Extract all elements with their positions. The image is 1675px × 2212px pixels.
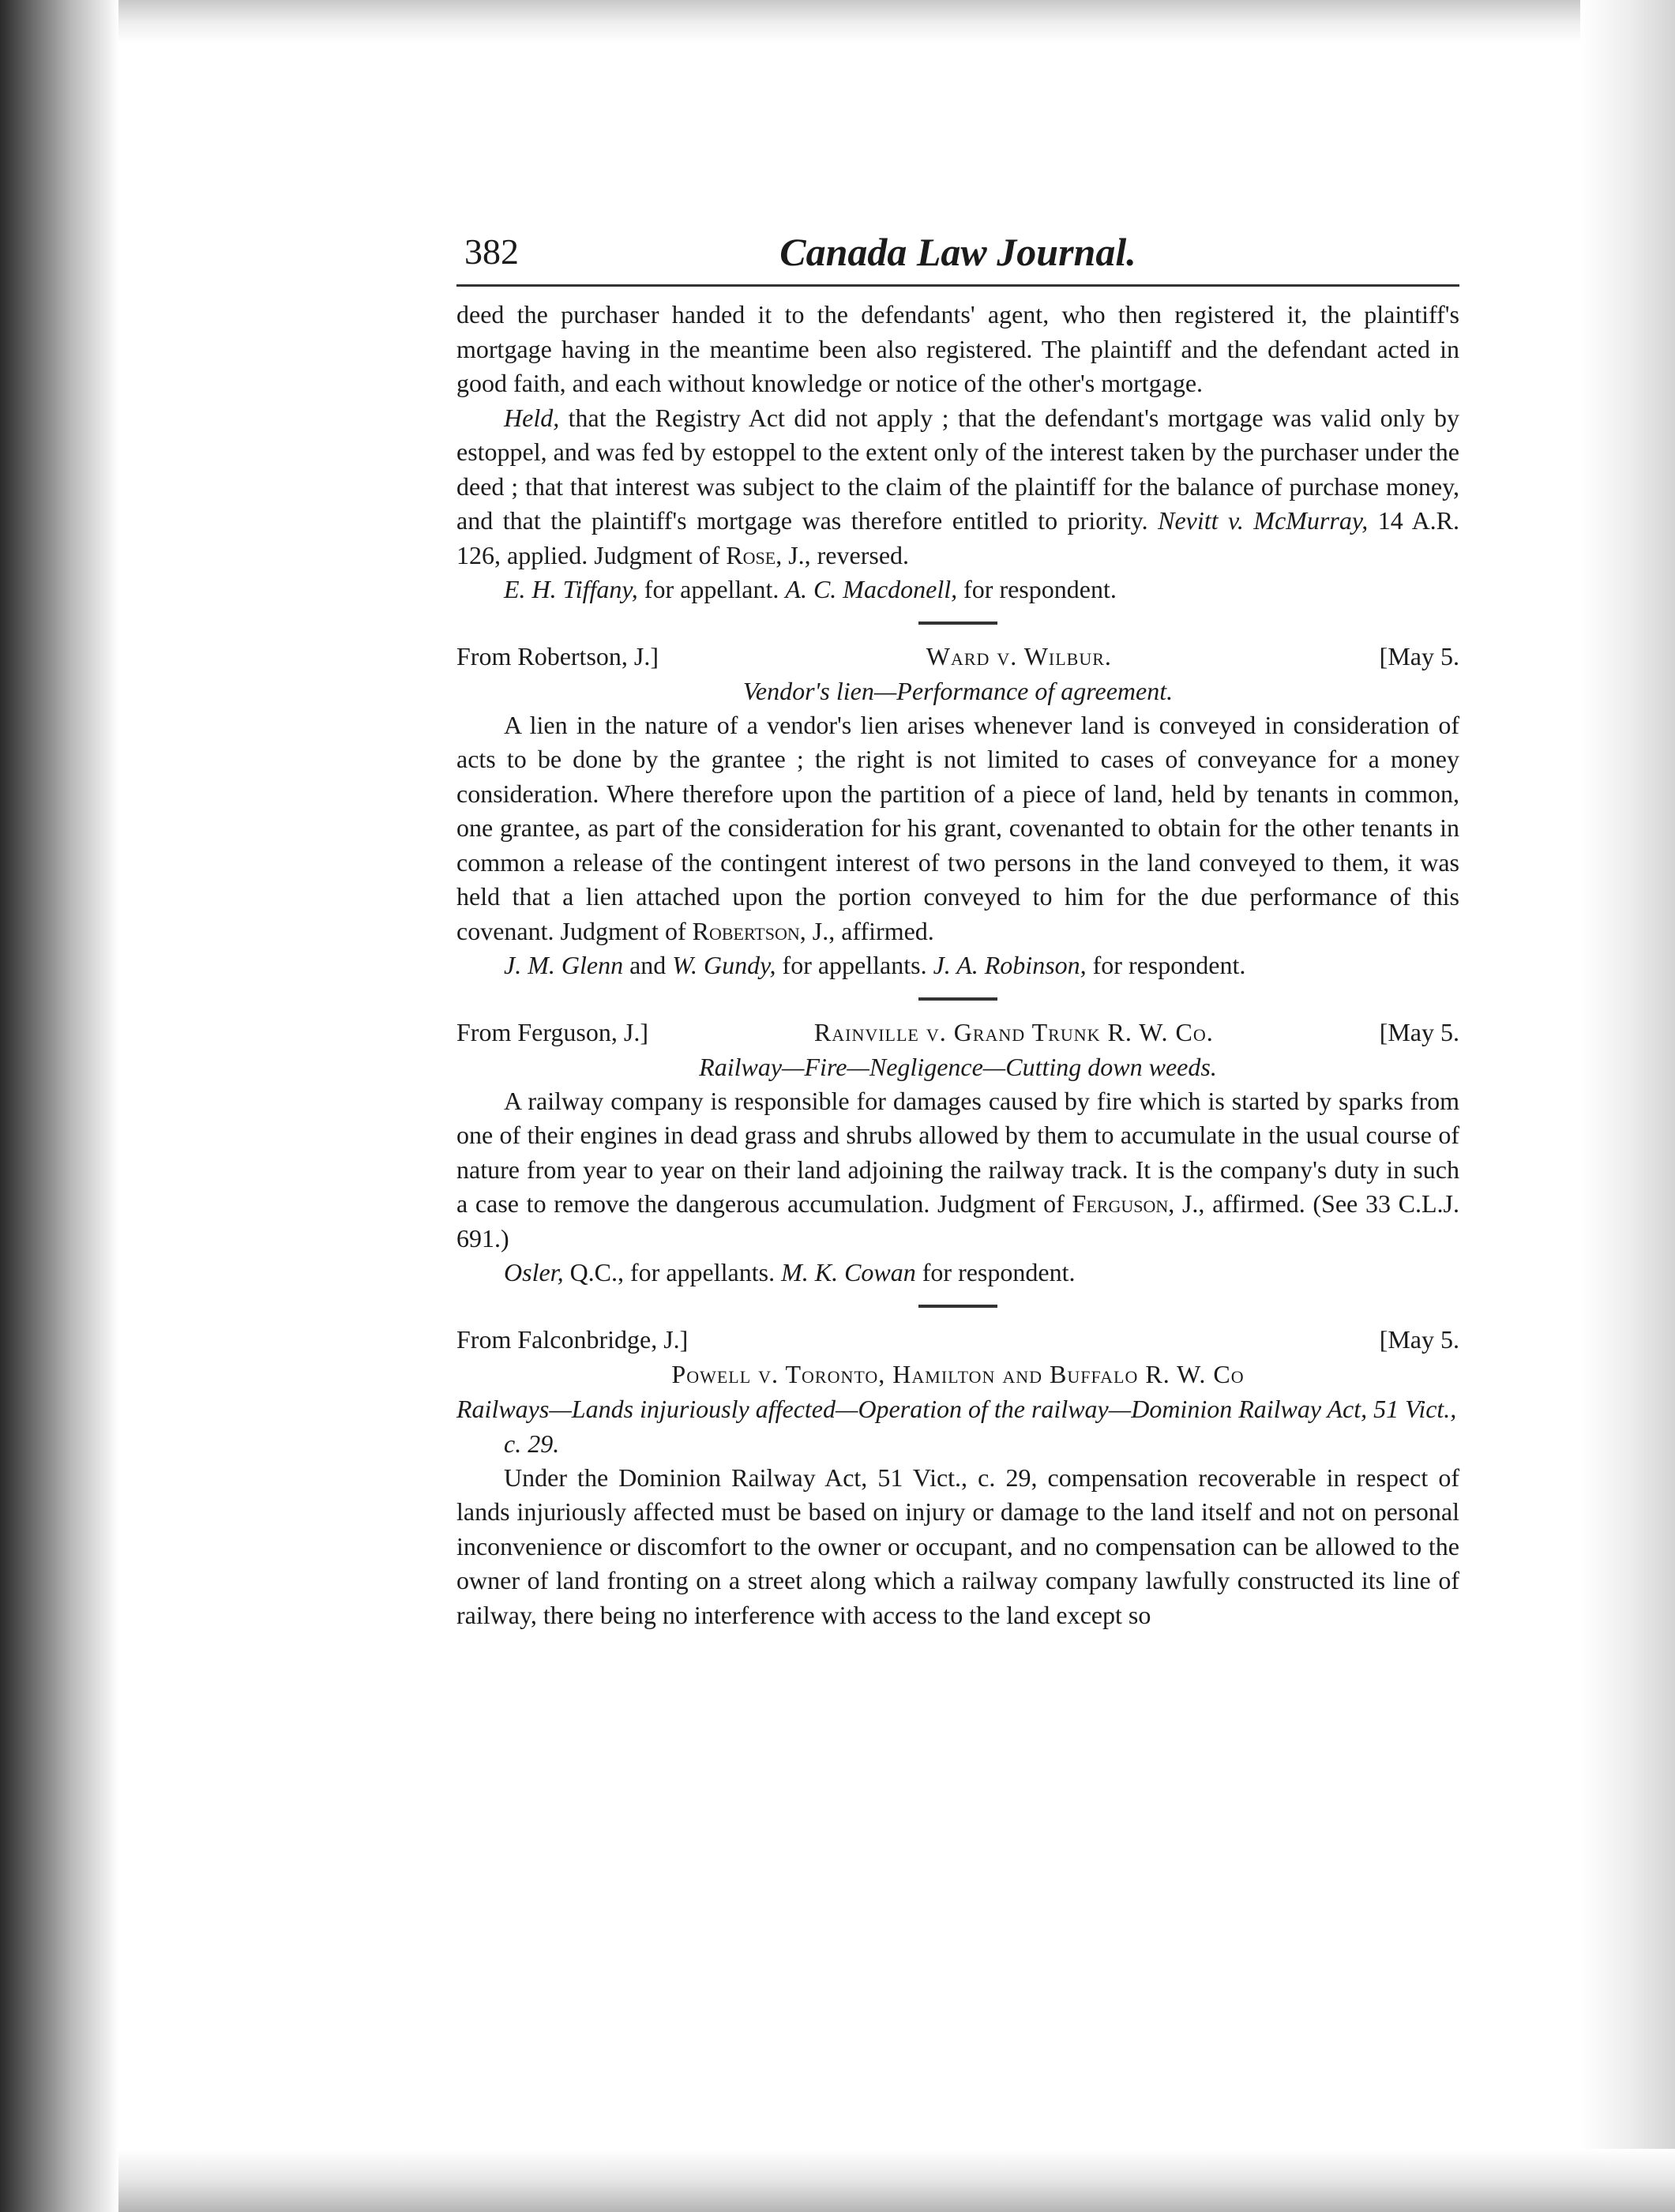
case-date: [May 5. [1379,1017,1459,1046]
judge-name: Robertson [692,916,800,945]
page-number: 382 [464,231,519,272]
case-name: Rainville v. Grand Trunk R. W. Co. [813,1017,1214,1046]
section-divider [918,622,997,625]
court-from: From Falconbridge, J.] [456,1324,689,1354]
case-subject: Vendor's lien—Performance of agreement. [742,676,1174,705]
appellant-role: for appellants. [776,951,933,979]
judge-name: Rose [726,540,776,569]
judgment-result: , J., affirmed. (See 33 C.L.J. 691.) [456,1189,1460,1252]
respondent-counsel: J. A. Robinson, [933,951,1087,979]
case-ward-v-wilbur [456,639,1459,983]
case-facts-paragraph: deed the purchaser handed it to the defendants' agent, who then registered it, the plaintiff's mortgage having in the meantime been also registered. The plaintiff and the defendant acted in good faith, and each without knowledge or notice of the other's mortgage. [456,300,1459,397]
page-header [456,221,1459,287]
held-label: Held, [504,403,560,432]
court-from: From Robertson, J.] [456,641,659,670]
scan-shadow-left [0,0,118,2212]
appellant-counsel: E. H. Tiffany, [504,575,638,603]
appellant-role: Q.C., for appellants. [563,1258,782,1286]
judgment-result: , J., affirmed. [799,916,934,945]
case-paragraph [456,708,1459,949]
case-text: A railway company is responsible for damages caused by fire which is started by sparks from one of their engines in dead grass and shrubs allowed by them to accumulate in the usual course of nature from year to year on their land adjoining the railway track. It is the company's duty in such a case to remove the dangerous accumulation. Judgment of [456,1086,1459,1218]
respondent-counsel: A. C. Macdonell, [785,575,958,603]
section-divider [918,997,997,1001]
counsel-and: and [623,951,673,979]
scan-shadow-bottom [118,2149,1675,2212]
respondent-role: for respondent. [915,1258,1076,1286]
case-date: [May 5. [1379,641,1459,670]
case-text: A lien in the nature of a vendor's lien arises whenever land is conveyed in consideration of acts to be done by the grantee ; the right is not limited to cases of conveyance for a money consideration. Where therefore upon the partition of a piece of land, held by tenants in common, one grantee, as part of the consideration for his grant, covenanted to obtain for the other tenants in common a release of the contingent interest of two persons in the land conveyed to them, it was held that a lien attached upon the portion conveyed to him for the due performance of this covenant. Judgment of [456,710,1459,945]
section-divider [918,1305,997,1308]
case-subject: Railways—Lands injuriously affected—Operation of the railway—Dominion Railway Act, 51 Vict., c. 29. [456,1394,1457,1458]
case-rainville-v-grand-trunk [456,1015,1459,1290]
held-text: that the Registry Act did not apply ; that the defendant's mortgage was valid only by estoppel, and was fed by estoppel to the extent only of the interest taken by the purchaser under the deed ; that that interest was subject to the claim of the plaintiff for the balance of purchase money, and that the plaintiff's mortgage was therefore entitled to priority. [456,403,1459,535]
case-name: Powell v. Toronto, Hamilton and Buffalo R. W. Co [671,1359,1245,1388]
case-heading [456,639,1459,674]
case-paragraph [456,1084,1459,1256]
case-heading [456,1015,1459,1050]
case-subject: Railway—Fire—Negligence—Cutting down weeds. [699,1052,1217,1081]
respondent-role: for respondent. [957,575,1117,603]
held-paragraph [456,401,1459,573]
counsel-line [456,1256,1459,1290]
citation-text: 14 A.R. 126, applied. Judgment of [456,506,1460,569]
scan-shadow-right [1580,0,1675,2212]
case-continuation [456,298,1459,607]
scan-shadow-top [118,0,1675,43]
court-from: From Ferguson, J.] [456,1017,648,1046]
counsel-line [456,573,1459,607]
counsel-line [456,948,1459,983]
appellant-counsel: Osler, [504,1258,564,1286]
appellant-counsel: J. M. Glenn [504,951,624,979]
case-date: [May 5. [1379,1324,1459,1354]
case-name: Ward v. Wilbur. [926,641,1112,670]
appellant-role: for appellant. [637,575,786,603]
cited-case: Nevitt v. McMurray, [1158,506,1369,535]
respondent-role: for respondent. [1086,951,1246,979]
judge-name: Ferguson [1072,1189,1169,1218]
judgment-result: , J., reversed. [776,540,910,569]
case-name-line [456,1357,1459,1391]
journal-title: Canada Law Journal. [779,230,1136,274]
journal-page [456,221,1459,1632]
respondent-counsel: M. K. Cowan [781,1258,916,1286]
case-powell-v-toronto-hamilton [456,1322,1459,1633]
case-paragraph: Under the Dominion Railway Act, 51 Vict., c. 29, compensation recoverable in respect of lands injuriously affected must be based on injury or damage to the land itself and not on personal inconvenience or discomfort to the owner or occupant, and no compensation can be allowed to the owner of land fronting on a street along which a railway company lawfully constructed its line of railway, there being no interference with access to the land except so [456,1463,1459,1629]
appellant-counsel-second: W. Gundy, [672,951,776,979]
case-heading [456,1322,1459,1357]
